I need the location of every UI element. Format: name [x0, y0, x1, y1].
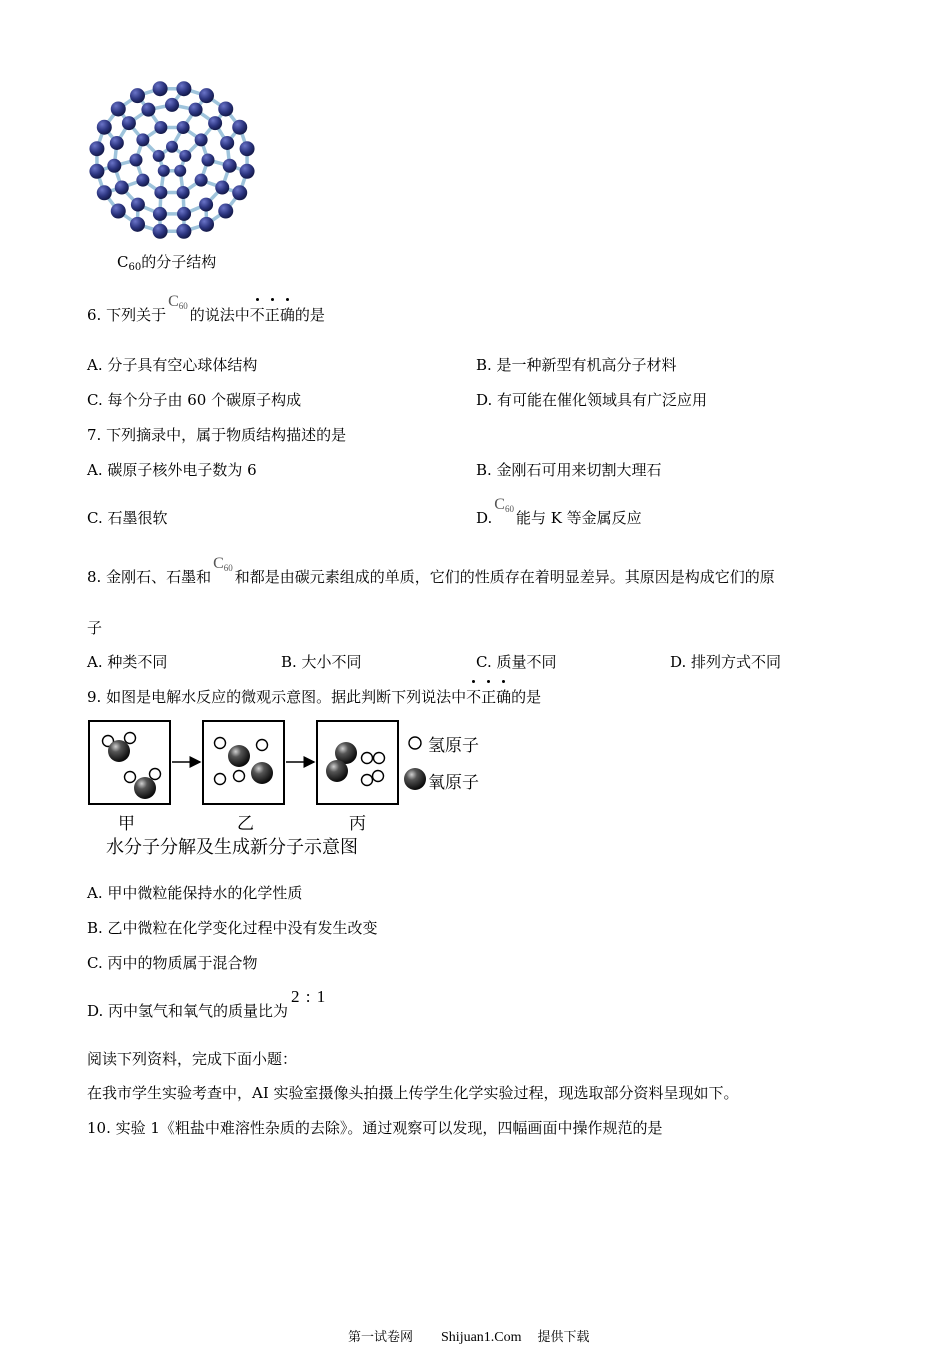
carbon-atom: [153, 207, 167, 221]
reading-paragraph: 在我市学生实验考查中，AI 实验室摄像头拍摄上传学生化学实验过程，现选取部分资料呈现如下。: [87, 1082, 739, 1103]
carbon-atom: [153, 81, 168, 96]
carbon-atom: [208, 116, 222, 130]
carbon-atom: [223, 159, 237, 173]
carbon-atom: [199, 88, 214, 103]
q6-option-d[interactable]: D. 有可能在催化领域具有广泛应用: [476, 389, 707, 410]
q8-stem: 8. 金刚石、石墨和$C_{60}$ 和都是由碳元素组成的单质，它们的性质存在着明显差异。其原因是构成它们的原: [87, 566, 775, 587]
q7-option-d[interactable]: $D.C_{60}$ 能与 K 等金属反应: [476, 507, 642, 528]
mass-ratio: 2 : 1: [291, 987, 326, 1007]
carbon-atom: [136, 133, 149, 146]
carbon-atom: [166, 141, 178, 153]
carbon-atom: [130, 154, 143, 167]
carbon-atom: [154, 186, 167, 199]
carbon-atom: [141, 103, 155, 117]
carbon-atom: [189, 103, 203, 117]
box-label-jia: 甲: [118, 809, 135, 834]
carbon-atom: [218, 101, 233, 116]
q8-option-c[interactable]: C. 质量不同: [476, 651, 556, 672]
q8-option-d[interactable]: D. 排列方式不同: [670, 651, 781, 672]
carbon-atom: [202, 154, 215, 167]
q6-option-a[interactable]: A. 分子具有空心球体结构: [87, 354, 257, 375]
box-label-yi: 乙: [237, 809, 254, 834]
carbon-atom: [240, 141, 255, 156]
carbon-atom: [115, 181, 129, 195]
carbon-atom: [89, 141, 104, 156]
box-bing: [317, 721, 398, 804]
carbon-atom: [177, 186, 190, 199]
carbon-atom: [89, 164, 104, 179]
carbon-atom: [97, 185, 112, 200]
carbon-atom: [154, 121, 167, 134]
c60-caption: $C_{60}$的分子结构: [117, 251, 216, 273]
legend-oxygen-symbol: [404, 768, 426, 790]
footer: [348, 1326, 590, 1346]
q8-stem-wrap: 子: [87, 617, 102, 638]
q10-stem: 10. 实验 1《粗盐中难溶性杂质的去除》。通过观察可以发现，四幅画面中操作规范的是: [87, 1117, 662, 1138]
carbon-atom: [165, 98, 179, 112]
carbon-atom: [153, 150, 165, 162]
c60-formula: $C_{60}$: [494, 496, 514, 514]
electrolysis-caption: 水分子分解及生成新分子示意图: [106, 833, 358, 859]
carbon-atom: [130, 88, 145, 103]
carbon-atom: [97, 120, 112, 135]
carbon-atom: [240, 164, 255, 179]
carbon-atom: [174, 165, 186, 177]
carbon-atom: [130, 217, 145, 232]
q7-stem: 7. 下列摘录中，属于物质结构描述的是: [87, 424, 346, 445]
legend-oxygen-label: 氧原子: [428, 768, 479, 793]
carbon-atom: [153, 224, 168, 239]
carbon-atom: [111, 204, 126, 219]
c60-formula: $C_{60}$: [168, 293, 188, 311]
carbon-atom: [199, 198, 213, 212]
q9-option-c[interactable]: C. 丙中的物质属于混合物: [87, 952, 257, 973]
q7-option-c[interactable]: C. 石墨很软: [87, 507, 167, 528]
carbon-atom: [107, 159, 121, 173]
carbon-atom: [176, 224, 191, 239]
q6-option-c[interactable]: C. 每个分子由 60 个碳原子构成: [87, 389, 301, 410]
q9-option-d[interactable]: D. 丙中氢气和氧气的质量比为2 : 1: [87, 1000, 326, 1021]
carbon-atom: [218, 204, 233, 219]
carbon-atom: [122, 116, 136, 130]
box-label-bing: 丙: [349, 809, 366, 834]
carbon-atom: [110, 136, 124, 150]
legend-hydrogen-label: 氢原子: [428, 731, 479, 756]
q6-option-b[interactable]: B. 是一种新型有机高分子材料: [476, 354, 677, 375]
carbon-atom: [177, 207, 191, 221]
carbon-atom: [195, 133, 208, 146]
q9-option-b[interactable]: B. 乙中微粒在化学变化过程中没有发生改变: [87, 917, 378, 938]
q9-option-a[interactable]: A. 甲中微粒能保持水的化学性质: [87, 882, 302, 903]
c60-formula: $C_{60}$: [213, 555, 233, 573]
carbon-atom: [232, 120, 247, 135]
q6-stem: 6. 下列关于$C_{60}$ 的说法中不正确的是: [87, 304, 325, 325]
carbon-atom: [179, 150, 191, 162]
carbon-atom: [176, 81, 191, 96]
carbon-atom: [158, 165, 170, 177]
carbon-atom: [111, 101, 126, 116]
carbon-atom: [199, 217, 214, 232]
q8-option-b[interactable]: B. 大小不同: [281, 651, 362, 672]
q7-option-b[interactable]: B. 金刚石可用来切割大理石: [476, 459, 662, 480]
carbon-atom: [215, 181, 229, 195]
carbon-atom: [177, 121, 190, 134]
q9-stem: 9. 如图是电解水反应的微观示意图。据此判断下列说法中不正确的是: [87, 686, 541, 707]
footer-site-url[interactable]: Shijuan1.Com: [441, 1330, 522, 1345]
reading-intro: 阅读下列资料，完成下面小题：: [87, 1048, 297, 1069]
c60-molecule-figure: [84, 76, 264, 246]
carbon-atom: [232, 185, 247, 200]
footer-site-name: 第一试卷网: [348, 1330, 413, 1345]
carbon-atom: [136, 174, 149, 187]
carbon-atom: [131, 198, 145, 212]
footer-download: 提供下载: [538, 1330, 590, 1345]
legend-hydrogen-symbol: [409, 737, 421, 749]
carbon-atom: [220, 136, 234, 150]
q7-option-a[interactable]: A. 碳原子核外电子数为 6: [87, 459, 257, 480]
q8-option-a[interactable]: A. 种类不同: [87, 651, 167, 672]
carbon-atom: [195, 174, 208, 187]
